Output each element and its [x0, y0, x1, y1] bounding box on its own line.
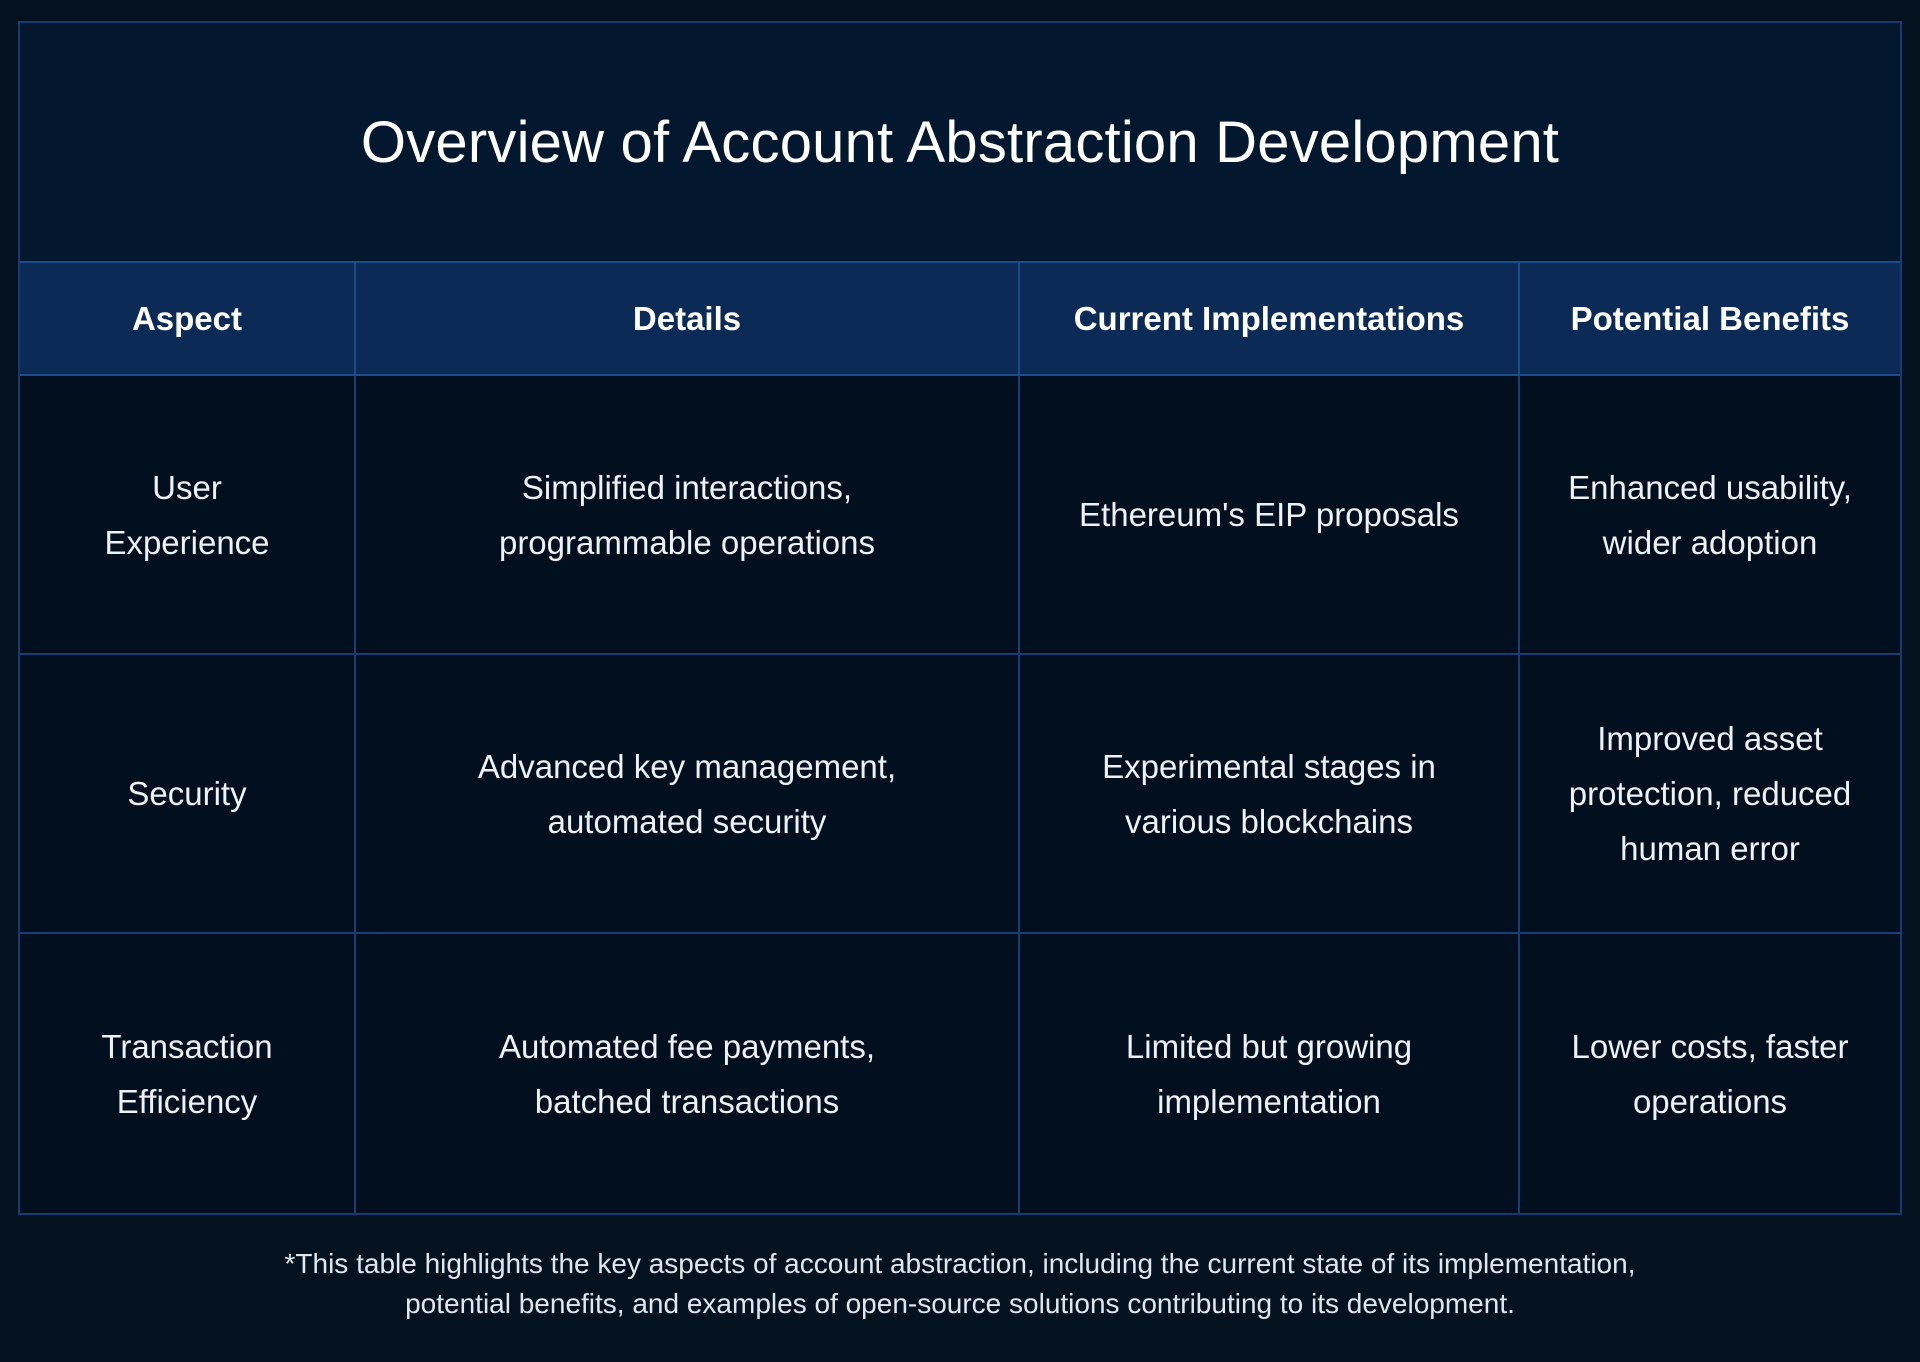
cell-implementations-text: Experimental stages in various blockchains [1102, 747, 1436, 840]
header-aspect: Aspect [20, 263, 356, 374]
header-potential-benefits: Potential Benefits [1570, 299, 1850, 337]
footnote-text: *This table highlights the key aspects of account abstraction, including the current state of its implementation, potential benefits, and examples of open-source solutions contributing to its development. [284, 1248, 1636, 1319]
cell-benefits [1520, 376, 1900, 653]
header-details: Details [356, 263, 1020, 374]
cell-implementations [1020, 655, 1520, 932]
cell-aspect-text: Transaction Efficiency [101, 1027, 273, 1120]
cell-details-text: Simplified interactions, programmable operations [498, 468, 876, 561]
table-row-security [20, 655, 1900, 934]
cell-aspect [20, 376, 356, 653]
cell-details [356, 934, 1020, 1213]
cell-benefits-text: Lower costs, faster operations [1571, 1027, 1849, 1120]
table-row-transaction-efficiency [20, 934, 1900, 1213]
table-header-row [20, 263, 1900, 376]
cell-details [356, 376, 1020, 653]
cell-implementations-text: Limited but growing implementation [1125, 1027, 1413, 1120]
table-grid [20, 263, 1900, 1213]
overview-table [18, 21, 1902, 1215]
cell-details [356, 655, 1020, 932]
table-title-bar [20, 23, 1900, 263]
table-title: Overview of Account Abstraction Development [360, 109, 1560, 175]
cell-implementations-text: Ethereum's EIP proposals [1079, 496, 1459, 533]
cell-details-text: Advanced key management, automated security [477, 747, 897, 840]
cell-aspect [20, 655, 356, 932]
table-footnote [0, 1244, 1920, 1324]
cell-details-text: Automated fee payments, batched transactions [498, 1027, 876, 1120]
cell-aspect-text: User Experience [104, 468, 270, 561]
cell-implementations [1020, 376, 1520, 653]
cell-implementations [1020, 934, 1520, 1213]
header-current-implementations: Current Implementations [1020, 263, 1520, 374]
cell-benefits [1520, 655, 1900, 932]
cell-aspect [20, 934, 356, 1213]
cell-aspect-text: Security [127, 775, 247, 812]
cell-benefits [1520, 934, 1900, 1213]
cell-benefits-text: Improved asset protection, reduced human error [1568, 720, 1852, 867]
cell-benefits-text: Enhanced usability, wider adoption [1568, 468, 1852, 561]
table-row-user-experience [20, 376, 1900, 655]
